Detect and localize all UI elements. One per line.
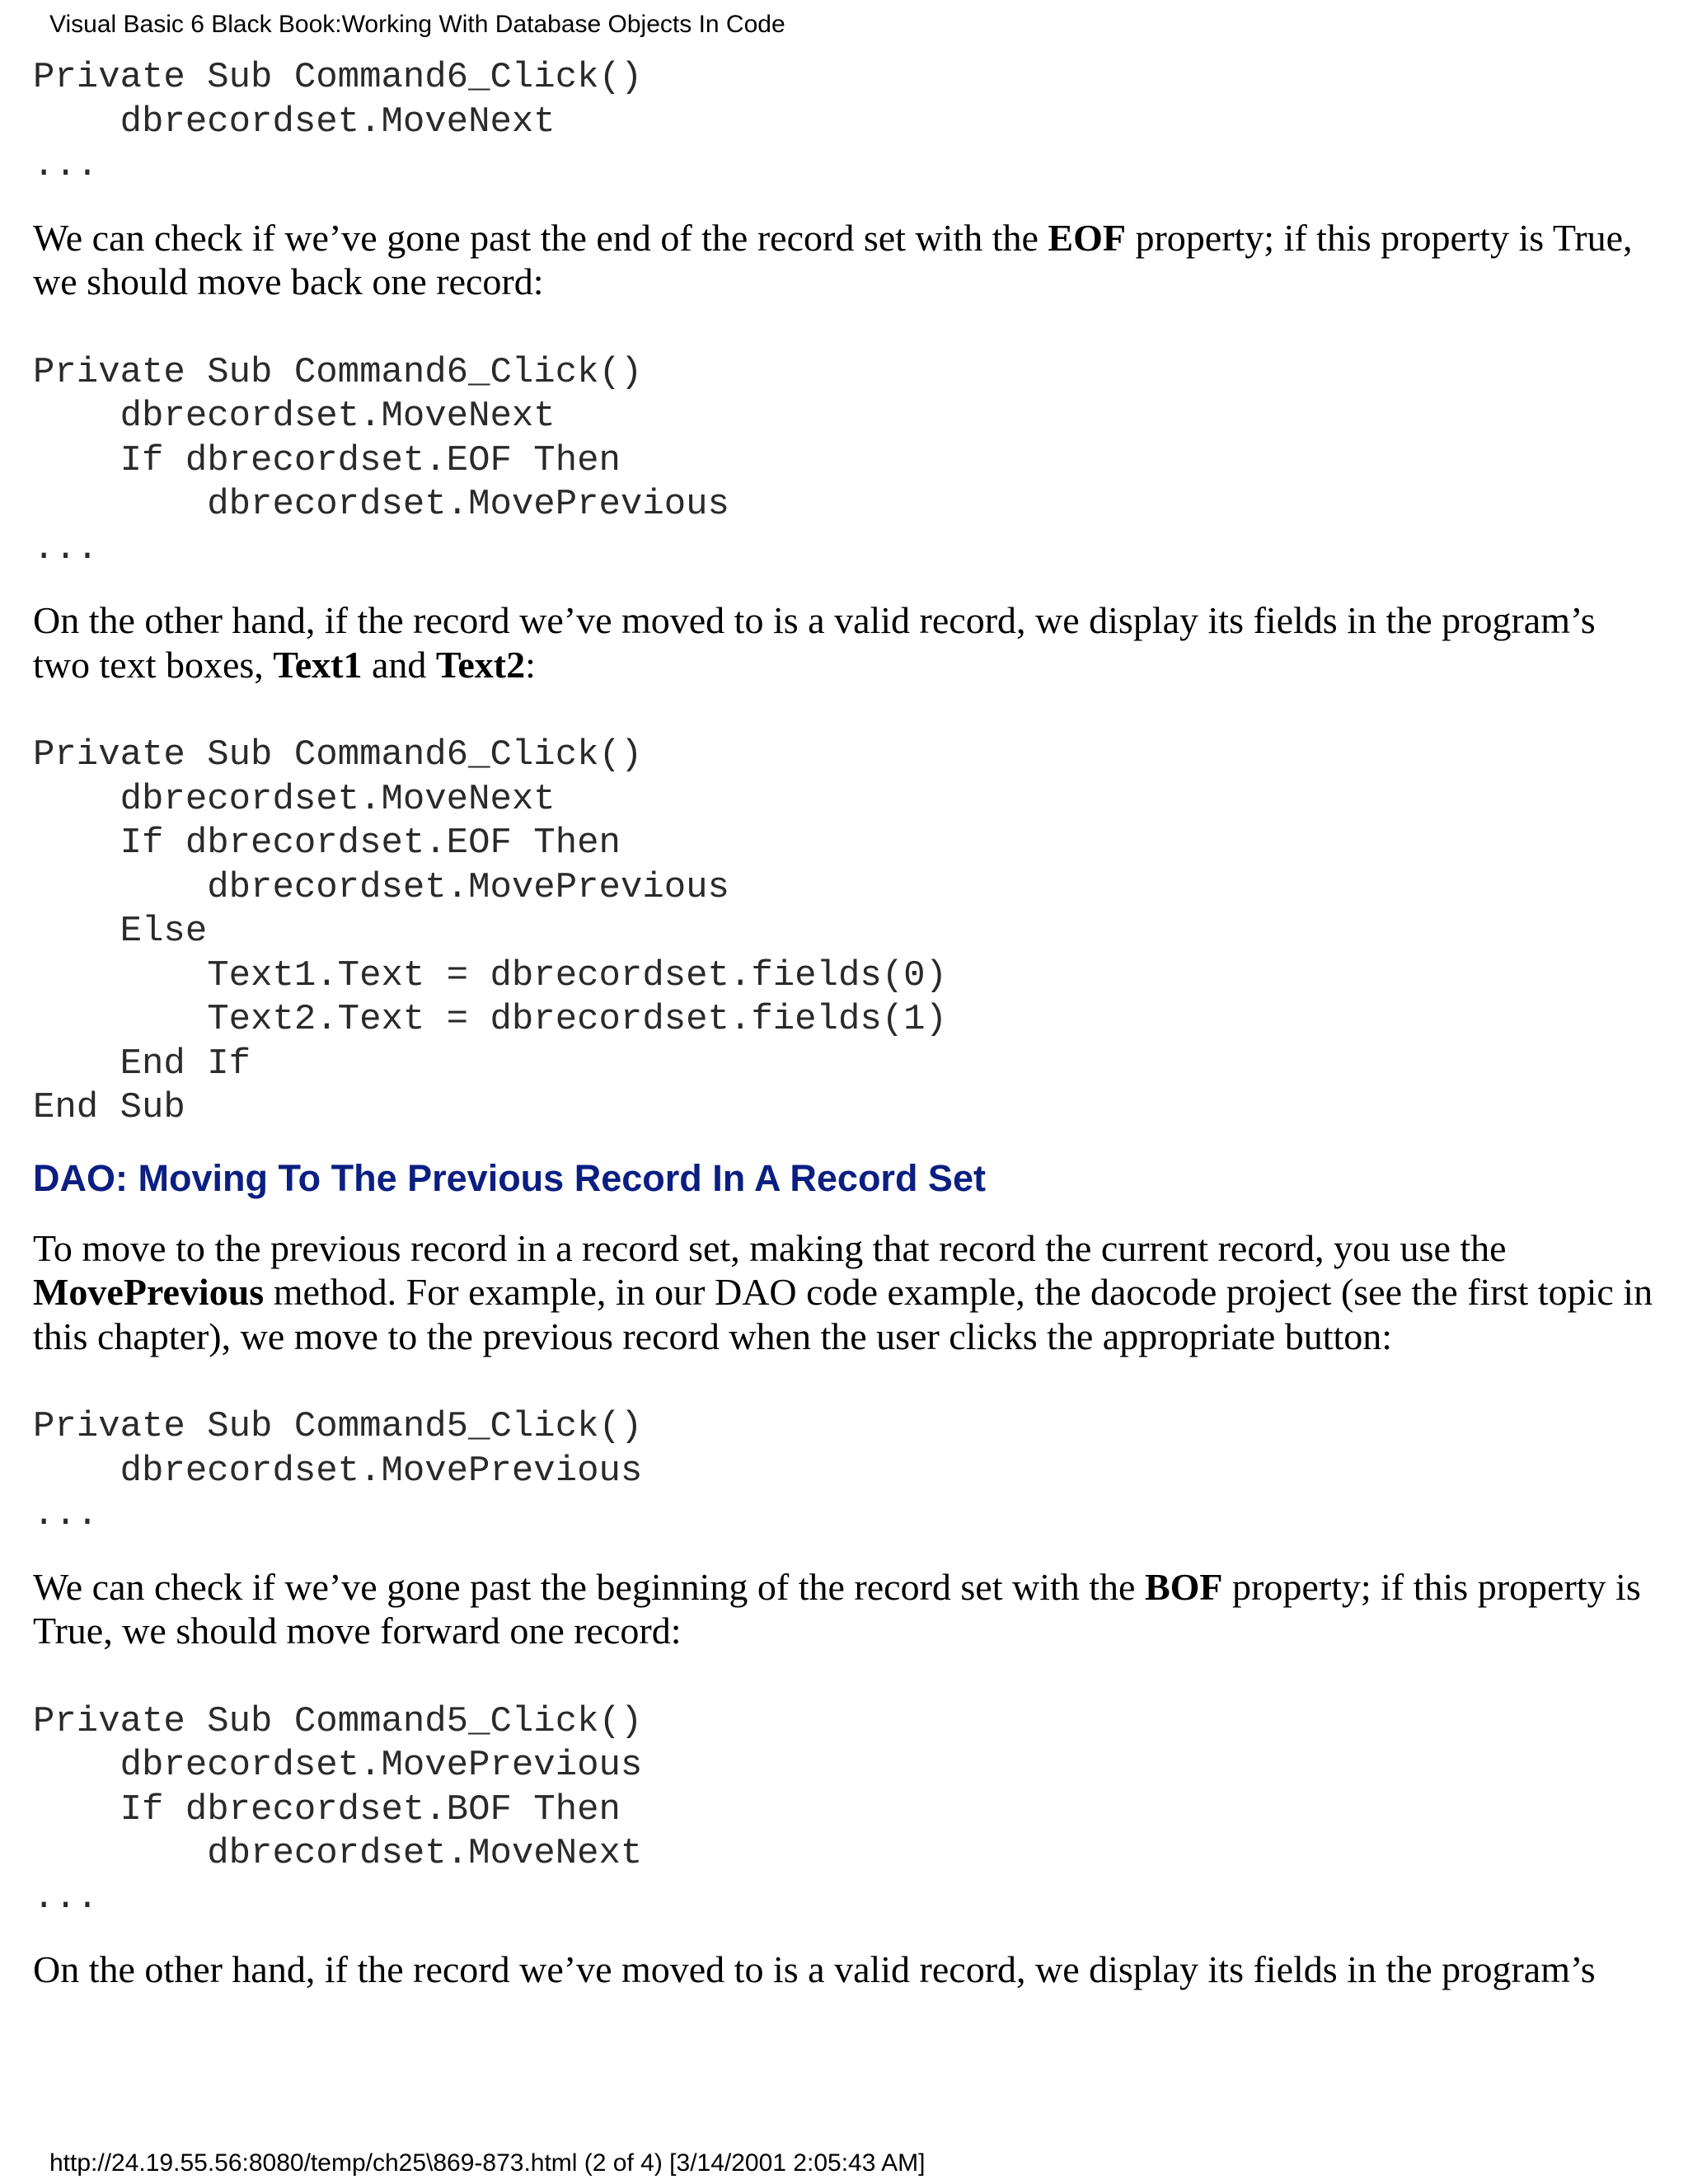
paragraph-bof-check: [33, 1565, 1657, 1653]
paragraph-text: On the other hand, if the record we’ve moved to is a valid record, we display its fields in the program’s: [33, 1948, 1596, 1990]
paragraph-text: We can check if we’ve gone past the end of the record set with the: [33, 216, 1048, 259]
paragraph-moveprevious: [33, 1226, 1657, 1359]
paragraph-text: property; if this property is True, we should move back one record:: [33, 216, 1633, 302]
bold-term-bof: BOF: [1144, 1565, 1223, 1608]
page-footer-url: http://24.19.55.56:8080/temp/ch25\869-873.html (2 of 4) [3/14/2001 2:05:43 AM]: [49, 2149, 926, 2177]
code-block-moveprevious: Private Sub Command5_Click() dbrecordset.MovePrevious ...: [33, 1406, 643, 1535]
code-block-movenext: Private Sub Command6_Click() dbrecordset.MoveNext ...: [33, 57, 643, 186]
code-block-full-handler: Private Sub Command6_Click() dbrecordset.MoveNext If dbrecordset.EOF Then dbrecordset.MovePrevious Else Text1.Text = dbrecordset.fields(0) Text2.Text = dbrecordset.fields(1) End If End Sub: [33, 734, 947, 1128]
code-block-eof: Private Sub Command6_Click() dbrecordset.MoveNext If dbrecordset.EOF Then dbrecordset.MovePrevious ...: [33, 351, 729, 569]
document-body: [33, 56, 1657, 1992]
paragraph-text: We can check if we’ve gone past the beginning of the record set with the: [33, 1565, 1145, 1608]
paragraph-valid-record-continued: [33, 1947, 1657, 1992]
code-block-bof: Private Sub Command5_Click() dbrecordset.MovePrevious If dbrecordset.BOF Then dbrecordset.MoveNext ...: [33, 1700, 643, 1919]
paragraph-valid-record: [33, 598, 1657, 687]
page-header-title: Visual Basic 6 Black Book:Working With Database Objects In Code: [49, 11, 785, 38]
paragraph-text: property; if this property is True, we should move forward one record:: [33, 1565, 1641, 1652]
paragraph-text: and: [362, 643, 436, 686]
bold-term-text1: Text1: [273, 643, 363, 686]
bold-term-eof: EOF: [1048, 216, 1126, 259]
section-heading: DAO: Moving To The Previous Record In A Record Set: [33, 1156, 986, 1199]
paragraph-text: method. For example, in our DAO code example, the daocode project (see the first topic in this chapter), we move to the previous record when the user clicks the appropriate button:: [33, 1271, 1653, 1357]
paragraph-text: On the other hand, if the record we’ve moved to is a valid record, we display its fields in the program’s two text boxes,: [33, 599, 1596, 686]
paragraph-eof-check: [33, 216, 1657, 304]
paragraph-text: :: [525, 643, 536, 686]
paragraph-text: To move to the previous record in a record set, making that record the current record, you use the: [33, 1226, 1507, 1269]
bold-term-text2: Text2: [435, 643, 526, 686]
bold-term-moveprevious: MovePrevious: [33, 1271, 265, 1313]
